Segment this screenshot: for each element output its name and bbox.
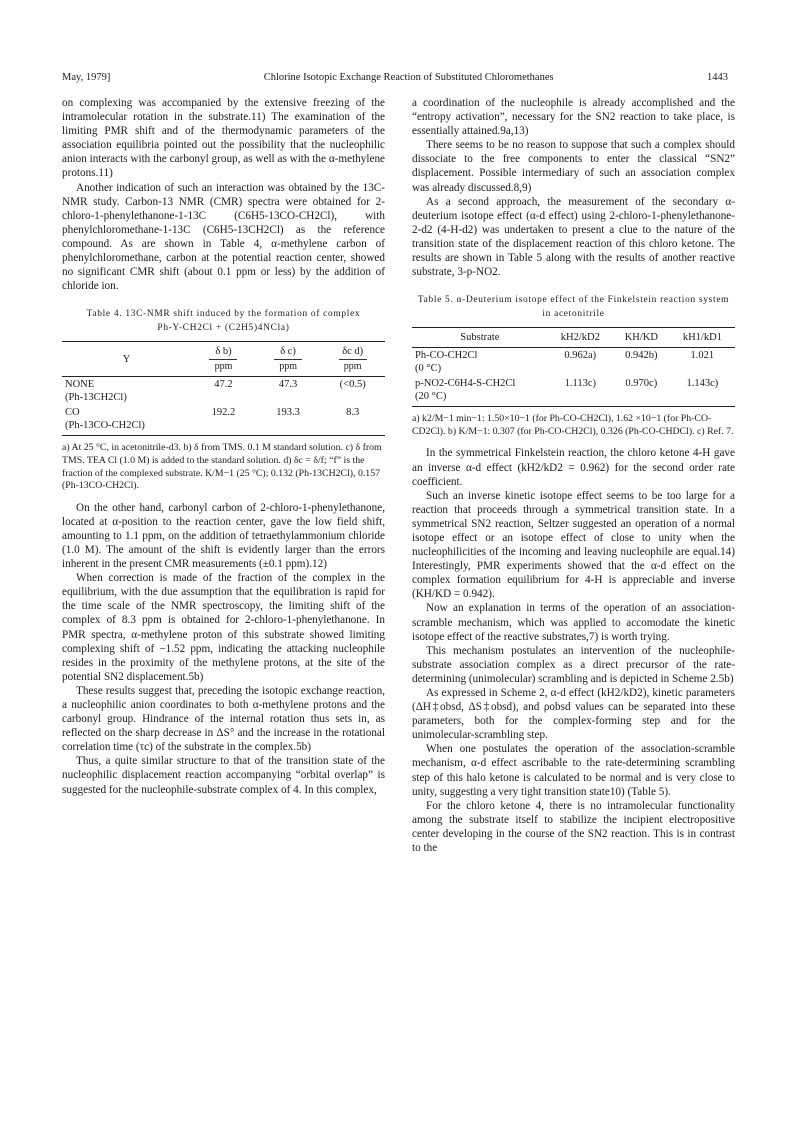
unit-label: ppm: [209, 359, 237, 373]
paragraph: When one postulates the operation of the association-scramble mechanism, α-d effect ascribable to the rate-determining scrambling step of this halo ketone is calculated to be normal and is very close to unity, suggesting a very tight transition state10) (Table 5).: [412, 743, 735, 798]
column-header: kH1/kD1: [670, 328, 735, 348]
table-cell: 0.970c): [613, 376, 670, 407]
column-header-label: δ c): [280, 346, 296, 358]
column-header: [191, 342, 256, 377]
table-header-row: [412, 328, 735, 348]
paragraph: When correction is made of the fraction of the complex in the equilibrium, with the due assumption that the equilibration is rapid for the time scale of the NMR spectroscopy, the limiting shift of the complex of 8.3 ppm is obtained for 2-chloro-1-phenylethanone. In PMR spectra, α-methylene proton of this substrate showed limiting complexing shift of −1.52 ppm, indicating the attacking nucleophile resides in the proximity of the methylene protons, at the site of the potential SN2 displacement.5b): [62, 572, 385, 683]
table-row: [412, 348, 735, 377]
column-header: Substrate: [412, 328, 548, 348]
column-header: KH/KD: [613, 328, 670, 348]
table-4-caption: Table 4. 13C-NMR shift induced by the formation of complex: [86, 309, 361, 320]
table-4: [62, 307, 385, 492]
table-cell: NONE (Ph-13CH2Cl): [65, 379, 127, 404]
running-title: Chlorine Isotopic Exchange Reaction of Substituted Chloromethanes: [263, 72, 554, 83]
paragraph: on complexing was accompanied by the extensive freezing of the intramolecular rotation in the substrate.11) The examination of the limiting PMR shift and of the thermodynamic parameters of the association equilibria pointed out the possibility that the nucleophilic anion interacts with the carbonyl group, as well as with the α-methylene protons.11): [62, 97, 385, 180]
paragraph: There seems to be no reason to suppose that such a complex should dissociate to the free components to enter the classical “SN2” displacement. Possible intermediary of such an association complex was already discussed.8,9): [412, 139, 735, 194]
paragraph: In the symmetrical Finkelstein reaction, the chloro ketone 4-H gave an inverse α-d effect (kH2/kD2 = 0.962) for the second order rate coefficient.: [412, 447, 735, 488]
table-cell: 193.3: [256, 405, 321, 436]
table-cell: 192.2: [191, 405, 256, 436]
left-column: [62, 96, 385, 797]
table-cell: 1.113c): [548, 376, 613, 407]
table-5-grid: [412, 327, 735, 407]
column-header: Y: [62, 342, 191, 377]
paragraph: Thus, a quite similar structure to that of the transition state of the nucleophilic displacement reaction accompanying “orbital overlap” is suggested for the nucleophile-substrate complex of 4. In this complex,: [62, 755, 385, 796]
paragraph: This mechanism postulates an intervention of the nucleophile-substrate association complex as a direct precursor of the rate-determining (unimolecular) scrambling and is depicted in Scheme 2.5b): [412, 644, 735, 685]
table-row: [62, 405, 385, 436]
paragraph: For the chloro ketone 4, there is no intramolecular functionality among the substrate itself to stabilize the incipient electropositive center developing in the course of the SN2 reaction. This is in contrast to the: [412, 799, 735, 855]
unit-label: ppm: [274, 359, 302, 373]
paragraph: Now an explanation in terms of the operation of an association-scramble mechanism, which was applied to accomodate the kinetic isotope effect of the reactive substrates,7) is worth trying.: [412, 602, 735, 643]
table-cell: p-NO2-C6H4-S-CH2Cl (20 °C): [412, 376, 548, 407]
right-column: [412, 96, 735, 855]
table-cell: 1.143c): [670, 376, 735, 407]
column-header: [320, 342, 385, 377]
table-header-row: [62, 342, 385, 377]
table-cell: 47.2: [214, 379, 233, 391]
page-number: 1443: [706, 72, 728, 83]
paragraph: As a second approach, the measurement of the secondary α-deuterium isotope effect (α-d effect) using 2-chloro-1-phenylethanone-2-d2 (4-H-d2) was undertaken to present a clue to the nature of the transition state of the displacement reaction of this chloro ketone. The results are shown in Table 5 along with the results of another reactive substrate, 3-p-NO2.: [412, 195, 735, 279]
issue-date: May, 1979]: [62, 72, 111, 83]
table-4-grid: [62, 341, 385, 436]
unit-label: ppm: [339, 359, 367, 373]
running-head: [62, 72, 728, 83]
table-cell: CO (Ph-13CO-CH2Cl): [62, 405, 191, 436]
paragraph: As expressed in Scheme 2, α-d effect (kH2/kD2), kinetic parameters (ΔH‡obsd, ΔS‡obsd), and ρobsd values can be separated into these parameters, both for the complex-forming step and for the unimolecular-scrambling step.: [412, 687, 735, 742]
column-header-label: δc d): [342, 346, 364, 358]
table-cell: 1.021: [690, 350, 715, 362]
table-cell: 8.3: [320, 405, 385, 436]
table-cell: (<0.5): [339, 379, 366, 391]
paragraph: a coordination of the nucleophile is already accomplished and the “entropy activation”, necessary for the SN2 reaction to take place, is essentially attained.9a,13): [412, 97, 735, 138]
table-row: [62, 377, 385, 406]
table-4-footnote: a) At 25 °C, in acetonitrile-d3. b) δ from TMS. 0.1 M standard solution. c) δ from TMS. TEA Cl (1.0 M) is added to the standard solution. d) δc = δ/f; “f” is the fraction of the complexed substrate. K/M−1 (25 °C); 0.132 (Ph-13CH2Cl), 0.157 (Ph-13CO-CH2Cl).: [62, 442, 382, 492]
column-header-label: δ b): [215, 346, 232, 358]
paragraph: These results suggest that, preceding the isotopic exchange reaction, a nucleophilic anion coordinates to both α-methylene protons and the carbonyl group. Hindrance of the internal rotation thus sets in, as reflected on the sharp decrease in ΔS° and the increase in the rotational correlation time (τc) of the substrate in the complex.5b): [62, 684, 385, 754]
paragraph: On the other hand, carbonyl carbon of 2-chloro-1-phenylethanone, located at α-position to the reaction center, gave the low field shift, amounting to 1.1 ppm, on the addition of tetraethylammonium chloride (1.0 M). The amount of the shift is evidently larger than the errors inherent in the present CMR measurements (±0.1 ppm).12): [62, 501, 385, 571]
column-header: [256, 342, 321, 377]
paragraph: Another indication of such an interaction was obtained by the 13C-NMR study. Carbon-13 NMR (CMR) spectra were obtained for 2-chloro-1-phenylethanone-1-13C (C6H5-13CO-CH2Cl), with phenylchloromethane-1-13C (C6H5-13CH2Cl) as the reference compound. As are shown in Table 4, α-methylene carbon of phenylchloromethane, carbon at the potential reaction center, showed no significant CMR shift (about 0.1 ppm or less) by the addition of chloride ion.: [62, 181, 385, 293]
table-5: [412, 293, 735, 438]
table-5-caption: Table 5. α-Deuterium isotope effect of the Finkelstein reaction system in acetonitrile: [417, 295, 730, 320]
table-4-subcaption: Ph-Y-CH2Cl + (C2H5)4NCla): [157, 323, 290, 334]
table-cell: 0.962a): [564, 350, 597, 362]
table-row: [412, 376, 735, 407]
table-cell: Ph-CO-CH2Cl (0 °C): [415, 350, 478, 375]
column-header: kH2/kD2: [548, 328, 613, 348]
paragraph: Such an inverse kinetic isotope effect seems to be too large for a reaction that proceeds through a symmetrical transition state. In a symmetrical SN2 reaction, Seltzer suggested an operation of a normal isotope effect or an isotope effect of close to unity when the nucleophilicities of the incoming and leaving nucleophile are equal.14) Interestingly, PMR experiments showed that the α-d effect on the complex formation equilibrium for 4-H is appreciable and inverse (KH/KD = 0.942).: [412, 489, 735, 601]
table-cell: 47.3: [278, 379, 298, 391]
table-5-footnote: a) k2/M−1 min−1: 1.50×10−1 (for Ph-CO-CH2Cl), 1.62 ×10−1 (for Ph-CO-CD2Cl). b) K/M−1: 0.307 (for Ph-CO-CH2Cl), 0.326 (Ph-CO-CHDCl). c) Ref. 7.: [412, 413, 734, 437]
table-cell: 0.942b): [625, 350, 658, 362]
